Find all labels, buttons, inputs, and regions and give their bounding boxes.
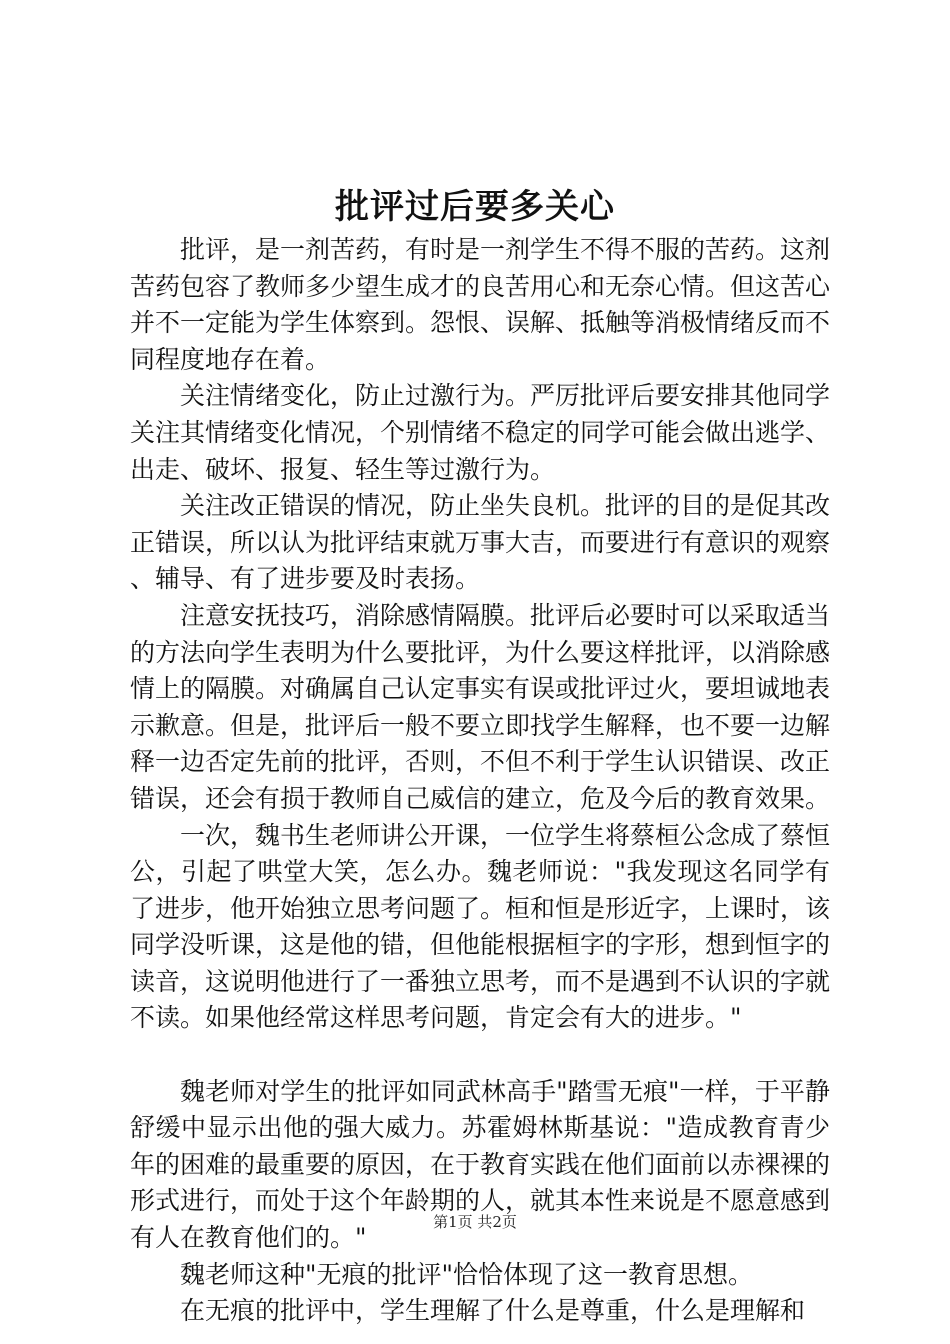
document-title: 批评过后要多关心 xyxy=(335,187,615,227)
paragraph-3: 关注改正错误的情况，防止坐失良机。批评的目的是促其改正错误，所以认为批评结束就万事大吉，而要进行有意识的观察、辅导、有了进步要及时表扬。 xyxy=(130,491,831,594)
paragraph-8: 在无痕的批评中，学生理解了什么是尊重，什么是理解和 xyxy=(180,1296,806,1326)
paragraph-7: 魏老师这种"无痕的批评"恰恰体现了这一教育思想。 xyxy=(180,1259,754,1289)
paragraph-1: 批评，是一剂苦药，有时是一剂学生不得不服的苦药。这剂苦药包容了教师多少望生成才的良苦用心和无奈心情。但这苦心并不一定能为学生体察到。怨恨、误解、抵触等消极情绪反而不同程度地存在着。 xyxy=(130,235,831,374)
page-footer: 第1页 共2页 xyxy=(433,1213,517,1231)
paragraph-6: 魏老师对学生的批评如同武林高手"踏雪无痕"一样，于平静舒缓中显示出他的强大威力。苏霍姆林斯基说："造成教育青少年的困难的最重要的原因，在于教育实践在他们面前以赤裸裸的形式进行，而处于这个年龄期的人，就其本性来说是不愿意感到有人在教育他们的。" xyxy=(130,1076,831,1253)
paragraph-4: 注意安抚技巧，消除感情隔膜。批评后必要时可以采取适当的方法向学生表明为什么要批评，为什么要这样批评，以消除感情上的隔膜。对确属自己认定事实有误或批评过火，要坦诚地表示歉意。但是，批评后一般不要立即找学生解释，也不要一边解释一边否定先前的批评，否则，不但不利于学生认识错误、改正错误，还会有损于教师自己威信的建立，危及今后的教育效果。 xyxy=(130,600,831,813)
paragraph-2: 关注情绪变化，防止过激行为。严厉批评后要安排其他同学关注其情绪变化情况，个别情绪不稳定的同学可能会做出逃学、出走、破坏、报复、轻生等过激行为。 xyxy=(130,381,831,484)
document-body xyxy=(130,232,830,1330)
paragraph-5: 一次，魏书生老师讲公开课，一位学生将蔡桓公念成了蔡恒公，引起了哄堂大笑，怎么办。魏老师说："我发现这名同学有了进步，他开始独立思考问题了。桓和恒是形近字，上课时，该同学没听课，这是他的错，但他能根据桓字的字形，想到恒字的读音，这说明他进行了一番独立思考，而不是遇到不认识的字就不读。如果他经常这样思考问题，肯定会有大的进步。" xyxy=(130,820,831,1033)
